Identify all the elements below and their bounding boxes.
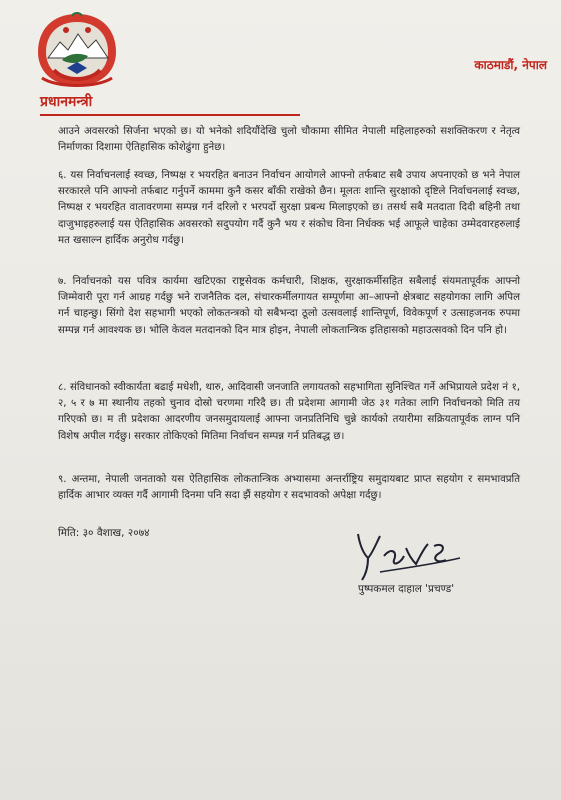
location-label: काठमाडौं, नेपाल (474, 58, 547, 72)
header-divider (40, 114, 300, 116)
letter-date: मिति: ३० वैशाख, २०७४ (58, 527, 150, 539)
signatory-name: पुष्पकमल दाहाल 'प्रचण्ड' (358, 583, 455, 595)
nepal-emblem-icon (32, 8, 122, 90)
handwritten-signature (350, 528, 470, 583)
paragraph-6: ६. यस निर्वाचनलाई स्वच्छ, निष्पक्ष र भयरहित बनाउन निर्वाचन आयोगले आफ्नो तर्फबाट सबै उपाय अपनाएको छ भने नेपाल सरकारले पनि आफ्नो तर्फबाट गर्नुपर्ने काममा कुनै कसर बाँकी राखेको छैन। मूलतः शान्ति सुरक्षाको दृष्टिले निर्वाचनलाई स्वच्छ, निष्पक्ष र भयरहित वातावरणमा सम्पन्न गर्न दरिलो र भरपर्दो सुरक्षा प्रबन्ध मिलाइएको छ। तसर्थ सबै मतदाता दिदी बहिनी तथा दाजुभाइहरुलाई यस ऐतिहासिक अवसरको सदुपयोग गर्दै कुनै भय र संकोच विना निर्धक्क भई आफूले चाहेका उम्मेदवारहरुलाई मत खसाल्न हार्दिक अनुरोध गर्दछु। (58, 170, 520, 246)
paragraph-8: ८. संविधानको स्वीकार्यता बढाई मधेशी, थारु, आदिवासी जनजाति लगायतको सहभागिता सुनिश्चित गर्ने अभिप्रायले प्रदेश नं १, २, ५ र ७ मा स्थानीय तहको चुनाव दोस्रो चरणमा गरिदै छ। ती प्रदेशमा आगामी जेठ ३१ गतेका लागि निर्वाचनको मिति तय गरिएको छ। म ती प्रदेशका आदरणीय जनसमुदायलाई आफ्ना जनप्रतिनिधि चुन्ने कार्यको तयारीमा सक्रियतापूर्वक लाग्न पनि विशेष अपील गर्दछु। सरकार तोकिएको मितिमा निर्वाचन सम्पन्न गर्न प्रतिबद्ध छ। (58, 382, 520, 442)
paragraph-intro: आउने अवसरको सिर्जना भएको छ। यो भनेको शदियौंदेखि चुलो चौकामा सीमित नेपाली महिलाहरुको सशक्तिकरण र नेतृत्व निर्माणका दिशामा ऐतिहासिक कोशेढुंगा हुनेछ। (58, 126, 520, 154)
office-title: प्रधानमन्त्री (40, 94, 93, 110)
paragraph-9: ९. अन्तमा, नेपाली जनताको यस ऐतिहासिक लोकतान्त्रिक अभ्यासमा अन्तर्राष्ट्रिय समुदायबाट प्राप्त सहयोग र समभावप्रति हार्दिक आभार व्यक्त गर्दै आगामी दिनमा पनि सदा झैं सहयोग र सदभावको अपेक्षा गर्दछु। (58, 474, 520, 502)
paragraph-7: ७. निर्वाचनको यस पवित्र कार्यमा खटिएका राष्ट्रसेवक कर्मचारी, शिक्षक, सुरक्षाकर्मीसहित सबैलाई संयमतापूर्वक आफ्नो जिम्मेवारी पूरा गर्न आग्रह गर्दछु भने राजनैतिक दल, संचारकर्मीलगायत सम्पूर्णमा आ–आफ्नो क्षेत्रबाट सहयोगका लागि अपिल गर्न चाहन्छु। सिंगो देश सहभागी भएको लोकतन्त्रको यो सबैभन्दा ठूलो उत्सवलाई शान्तिपूर्ण, विवेकपूर्ण र उत्साहजनक रुपमा सम्पन्न गर्न आवश्यक छ। भोलि केवल मतदानको दिन मात्र होइन, नेपाली लोकतान्त्रिक इतिहासको महाउत्सवको दिन पनि हो। (58, 276, 520, 336)
